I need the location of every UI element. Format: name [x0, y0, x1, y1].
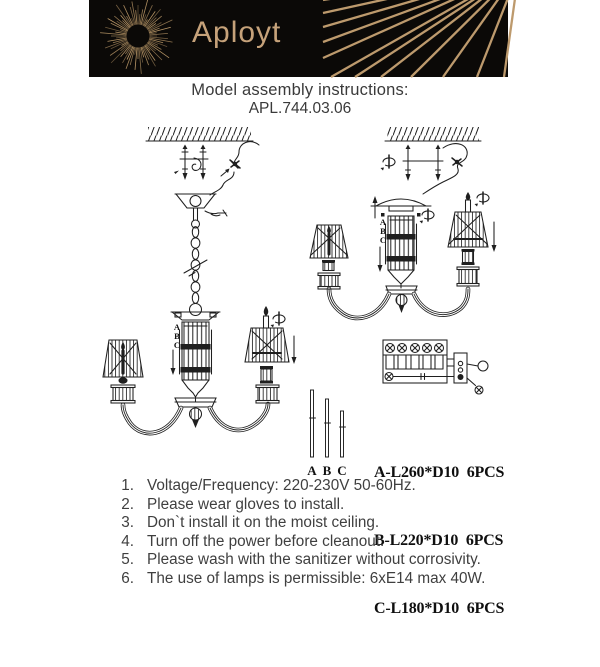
rotate-arrow-icon — [381, 155, 395, 171]
down-arrow-icon — [378, 247, 383, 272]
connector-block — [454, 353, 467, 383]
ray-fan-decoration-icon — [323, 0, 508, 77]
screw-mark — [381, 213, 385, 217]
wiring-diagram — [378, 333, 518, 400]
lamp-symbol-icon — [475, 386, 483, 394]
instruction-number: 2. — [121, 495, 134, 513]
brand-banner — [89, 0, 508, 77]
suspension-chain — [184, 227, 207, 304]
anchor-bolts — [180, 145, 208, 181]
rotate-arrow-icon — [420, 209, 434, 224]
svg-text:A: A — [173, 322, 181, 332]
lamp-symbol-icon — [385, 373, 393, 381]
svg-text:B: B — [174, 331, 180, 341]
bottom-plate-and-finial — [386, 286, 417, 313]
instruction-item — [110, 514, 510, 533]
ceiling-hook-icon — [192, 158, 201, 170]
fixture-top-plate — [171, 304, 220, 321]
supply-wire — [210, 142, 259, 195]
rod-b — [326, 399, 329, 457]
brand-name: Aployt — [192, 16, 282, 49]
model-number: APL.744.03.06 — [248, 100, 352, 117]
rods-legend — [300, 385, 355, 480]
part-spec: A-L260*D10 6PCS — [374, 463, 505, 481]
starburst-logo-icon — [103, 1, 173, 71]
instructions-list — [110, 477, 510, 589]
rod-c — [341, 411, 344, 457]
instruction-number: 1. — [121, 477, 134, 494]
wire-loop — [478, 361, 488, 371]
left-lamp — [103, 340, 143, 403]
down-arrow-icon — [171, 350, 176, 375]
hanging-assembly-diagram — [85, 122, 335, 482]
instruction-text: Please wear gloves to install. — [147, 495, 345, 513]
svg-text:C: C — [379, 235, 387, 245]
svg-text:B: B — [322, 463, 332, 478]
svg-text:B: B — [380, 226, 386, 236]
ceiling-plate — [371, 199, 431, 211]
svg-text:A: A — [307, 463, 317, 478]
instruction-item — [110, 533, 510, 552]
svg-text:A: A — [379, 217, 387, 227]
instruction-number: 3. — [121, 514, 134, 532]
rotate-arrow-icon — [271, 312, 285, 328]
part-spec: B-L220*D10 6PCS — [374, 531, 504, 549]
ceiling-hatch — [146, 127, 253, 141]
rod-labels — [307, 463, 346, 478]
svg-text:C: C — [337, 463, 347, 478]
crystal-column — [386, 216, 417, 288]
left-lamp — [310, 225, 348, 289]
crystal-column — [180, 322, 212, 402]
ceiling-canopy — [175, 194, 227, 228]
instruction-number: 4. — [121, 532, 134, 550]
supply-wire — [423, 144, 467, 194]
instruction-text: The use of lamps is permissible: 6xE14 max 40W. — [147, 569, 486, 587]
part-spec: C-L180*D10 6PCS — [374, 600, 505, 618]
rotate-arrow-icon — [475, 192, 489, 207]
ceiling-hatch — [385, 127, 481, 141]
instruction-text: Don`t install it on the moist ceiling. — [147, 514, 380, 532]
instruction-text: Turn off the power before cleanout. — [147, 532, 385, 550]
pointer-mark — [174, 171, 179, 175]
right-lamp — [245, 306, 297, 403]
down-arrow-icon — [292, 336, 297, 364]
instruction-number: 6. — [121, 569, 134, 587]
down-arrow-icon — [492, 222, 497, 252]
instruction-item — [110, 551, 510, 570]
instruction-number: 5. — [121, 551, 134, 569]
instruction-text: Please wash with the sanitizer without corrosivity. — [147, 551, 481, 569]
instruction-item — [110, 496, 510, 515]
svg-text:C: C — [173, 340, 181, 350]
instruction-item — [110, 477, 510, 496]
page-title: Model assembly instructions: — [191, 81, 409, 99]
anchor-bolts — [403, 145, 443, 182]
right-lamp — [448, 192, 497, 286]
instruction-item — [110, 570, 510, 589]
terminal-screws — [383, 344, 447, 370]
screw-mark — [417, 213, 421, 217]
rod-a — [311, 390, 314, 457]
instruction-text: Voltage/Frequency: 220-230V 50-60Hz. — [147, 477, 416, 494]
up-arrow-icon — [373, 196, 378, 218]
